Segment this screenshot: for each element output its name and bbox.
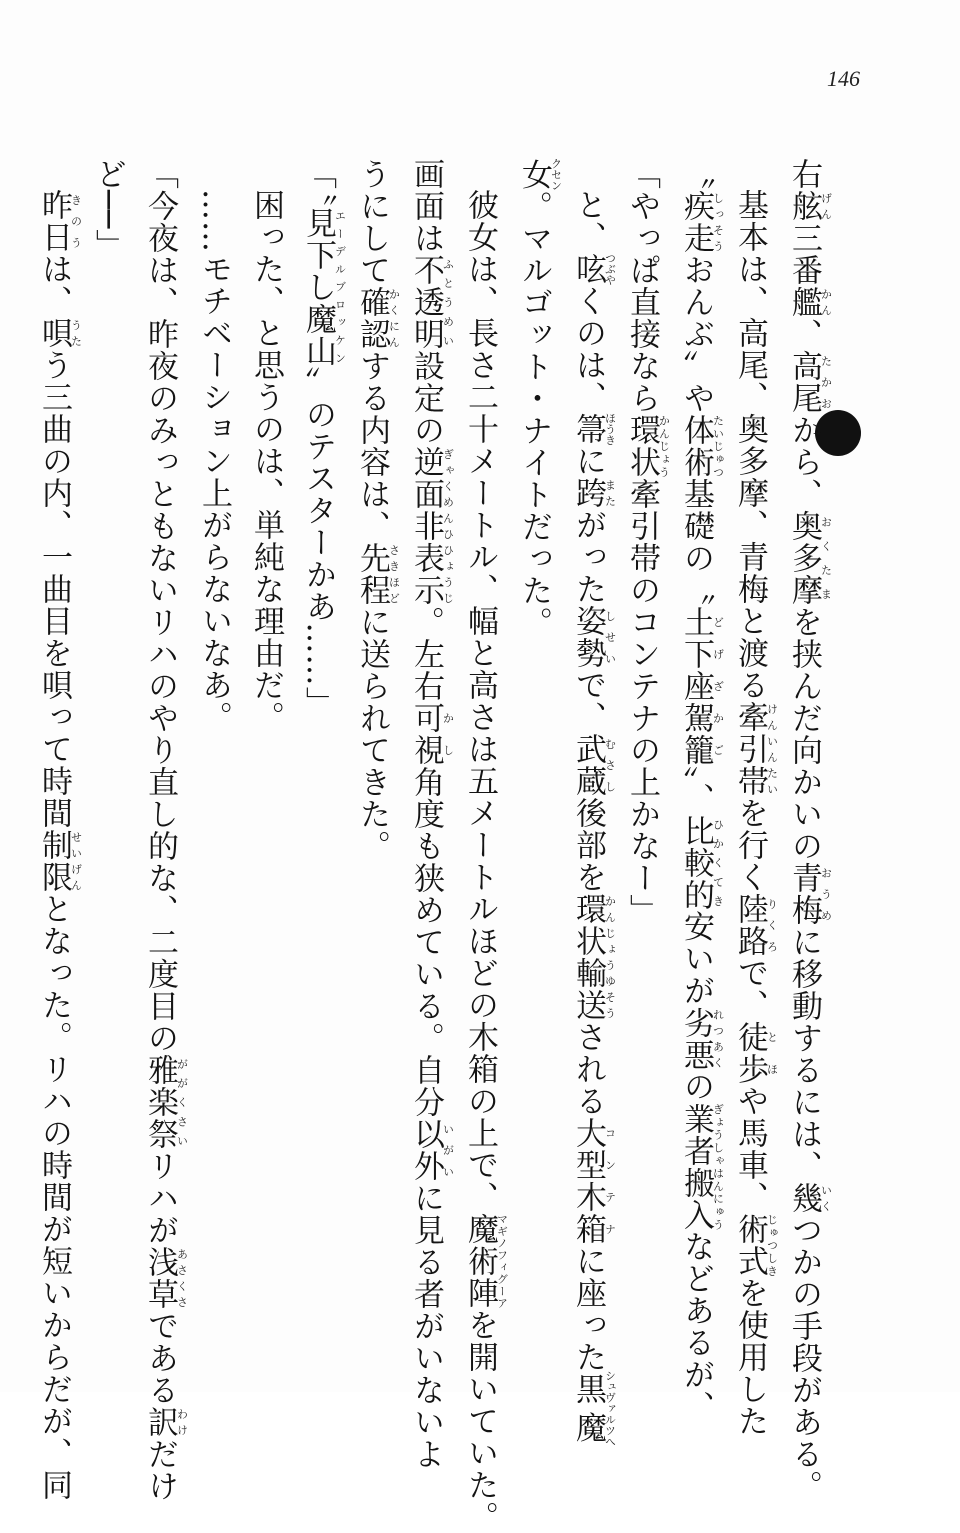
ruby-word — [142, 1406, 189, 1438]
ruby-word — [786, 190, 833, 222]
ruby-word — [408, 254, 455, 350]
ruby-base: 環状 — [624, 414, 660, 478]
furigana: わけ — [175, 1406, 189, 1438]
text-line — [188, 158, 240, 1328]
ruby-word — [678, 414, 725, 478]
furigana: おうめ — [819, 862, 833, 926]
text-line — [240, 158, 292, 1328]
furigana: いがい — [441, 1118, 455, 1182]
text-run: ……モチベーション上がらないなあ。 — [196, 189, 232, 733]
ruby-base: 艦 — [786, 286, 822, 318]
furigana: シュヴァルツへ — [603, 1369, 617, 1447]
ruby-base: 奥多摩 — [786, 510, 822, 606]
ruby-base: 逆面非表示 — [408, 446, 444, 606]
ruby-word — [570, 412, 617, 446]
text-run: う三曲の内、一曲目を唄って時間 — [36, 349, 72, 829]
furigana: ほうき — [603, 412, 617, 446]
text-run: つかの手段がある。 — [786, 1214, 822, 1502]
text-run: がった — [570, 509, 606, 605]
ruby-base: 体術 — [678, 414, 714, 478]
ruby-word — [570, 252, 617, 286]
ruby-word — [732, 1213, 779, 1277]
text-run: は、 — [36, 253, 72, 317]
ruby-base: 昨日 — [36, 189, 72, 253]
text-run: 三番 — [786, 222, 822, 286]
text-run: ど──」 — [90, 158, 126, 262]
furigana: ぎょうしゃはんにゅう — [711, 1102, 725, 1231]
furigana: れつあく — [711, 1006, 725, 1071]
ruby-word — [678, 190, 725, 254]
ruby-word — [570, 733, 617, 797]
ruby-base: 環状輸送 — [570, 893, 606, 1021]
ruby-base: 訳 — [142, 1406, 178, 1438]
furigana: つぶや — [603, 252, 617, 286]
vertical-text-body — [28, 158, 833, 1533]
text-run: を開いていた。 — [462, 1309, 498, 1533]
text-run: 彼女は、長さ二十メートル、幅と高さは五メートルほどの木箱の上で、 — [462, 189, 498, 1213]
ruby-base: 呟 — [570, 252, 606, 286]
ruby-base: 女 — [516, 158, 552, 191]
ruby-word — [786, 510, 833, 606]
text-run: 牽引帯のコンテナの上かなー」 — [624, 478, 660, 926]
ruby-word — [408, 446, 455, 606]
furigana: ひかくてき — [711, 814, 725, 911]
ruby-base: 見下し魔山 — [300, 206, 336, 367]
ruby-base: 高尾 — [786, 350, 822, 414]
text-run: 基本は、高尾、奥多摩、青梅と渡る — [732, 189, 768, 701]
furigana: せいげん — [69, 829, 83, 893]
ruby-base: 浅草 — [142, 1246, 178, 1310]
text-line — [454, 158, 509, 1533]
furigana: クセン — [549, 158, 563, 191]
ruby-base: 以外 — [408, 1118, 444, 1182]
furigana: しせい — [603, 605, 617, 669]
furigana: かんじょう — [657, 414, 671, 478]
text-run: 角度も狭めている。自分 — [408, 766, 444, 1118]
text-run: 「今夜は、昨夜のみっともないリハのやり直し的な、二度目の — [142, 158, 178, 1054]
ruby-word — [678, 606, 725, 766]
ruby-base: 土下座駕籠 — [678, 606, 714, 766]
text-line — [134, 158, 189, 1502]
text-run: くのは、 — [570, 285, 606, 413]
ruby-base: 陸路 — [732, 893, 768, 957]
ruby-word — [142, 1054, 189, 1150]
ruby-word — [732, 1021, 779, 1085]
ruby-base: 業者搬入 — [678, 1102, 714, 1231]
ruby-base: 唄 — [36, 317, 72, 349]
furigana: りくろ — [765, 893, 779, 957]
furigana: ふとうめい — [441, 254, 455, 350]
furigana: あさくさ — [175, 1246, 189, 1310]
ruby-word — [36, 189, 83, 253]
text-run: 〟、 — [678, 766, 714, 815]
text-run: と、 — [570, 189, 606, 253]
text-run: 安いが — [678, 910, 714, 1007]
text-line — [346, 158, 400, 1328]
text-run: を使用した — [732, 1277, 768, 1437]
ruby-base: 劣悪 — [678, 1006, 714, 1071]
text-run: 「やっぱ直接なら — [624, 158, 660, 414]
text-run: される — [570, 1021, 606, 1117]
text-line — [508, 158, 562, 1328]
ruby-word — [354, 286, 401, 350]
ruby-word — [408, 702, 455, 766]
text-run: 困った、と思うのは、単純な理由だ。 — [248, 189, 284, 733]
ruby-word — [142, 1246, 189, 1310]
text-line — [616, 158, 670, 1328]
ruby-base: 箒 — [570, 412, 606, 446]
ruby-base: 可視 — [408, 702, 444, 766]
text-line — [82, 158, 134, 1328]
furigana: おくたま — [819, 510, 833, 606]
ruby-word — [786, 286, 833, 318]
ruby-base: 幾 — [786, 1182, 822, 1214]
ruby-word — [570, 605, 617, 669]
text-run: である — [142, 1310, 178, 1406]
text-run: 画面は — [408, 158, 444, 254]
text-run: に送られてきた。 — [354, 606, 390, 862]
text-line — [778, 158, 833, 1502]
text-run: 、 — [786, 318, 822, 350]
text-run: や馬車、 — [732, 1085, 768, 1213]
text-run: に座った — [570, 1245, 606, 1373]
furigana: かくにん — [387, 286, 401, 350]
ruby-base: 疾走 — [678, 190, 714, 254]
furigana: かん — [819, 286, 833, 318]
ruby-word — [624, 414, 671, 478]
ruby-base: 跨 — [570, 477, 606, 509]
text-run: 。マルゴット・ナイトだった。 — [516, 190, 552, 639]
furigana: さきほど — [387, 542, 401, 606]
ruby-base: 比較的 — [678, 814, 714, 911]
furigana: マギノフィグーア — [495, 1213, 509, 1309]
text-line — [400, 158, 455, 1470]
furigana: とほ — [765, 1021, 779, 1085]
text-run: などあるが、 — [678, 1230, 714, 1423]
furigana: ぎゃくめんひひょうじ — [441, 446, 455, 606]
text-line — [562, 158, 617, 1447]
ruby-word — [354, 542, 401, 606]
ruby-base: 魔術陣 — [462, 1213, 498, 1309]
ruby-word — [408, 1118, 455, 1182]
ruby-base: 不透明 — [408, 254, 444, 350]
text-run: おんぶ〟や — [678, 254, 714, 414]
ruby-word — [786, 1182, 833, 1214]
ruby-base: 青梅 — [786, 862, 822, 926]
ruby-word — [36, 317, 83, 349]
ruby-base: 大型木箱 — [570, 1117, 606, 1245]
ruby-word — [678, 814, 725, 911]
ruby-base: 牽引帯 — [732, 701, 768, 797]
text-run: 。左右 — [408, 606, 444, 702]
text-run: を行く — [732, 797, 768, 893]
ruby-word — [570, 1117, 617, 1245]
text-run: を挟んだ向かいの — [786, 606, 822, 862]
ruby-base: 制限 — [36, 829, 72, 893]
text-line — [292, 158, 346, 1328]
furigana: かんじょうゆそう — [603, 893, 617, 1021]
ruby-word — [300, 206, 347, 367]
furigana: かし — [441, 702, 455, 766]
furigana: むさし — [603, 733, 617, 797]
text-run: 後部を — [570, 797, 606, 893]
furigana: エーデルブロッケン — [333, 206, 347, 367]
ruby-base: 姿勢 — [570, 605, 606, 669]
ruby-word — [570, 477, 617, 509]
ruby-word — [516, 158, 563, 191]
ruby-base: 徒歩 — [732, 1021, 768, 1085]
ruby-word — [732, 701, 779, 797]
furigana: コンテナ — [603, 1117, 617, 1245]
text-line — [724, 158, 779, 1437]
text-run: 〟のテスターかあ……」 — [300, 366, 336, 719]
ruby-base: 武蔵 — [570, 733, 606, 797]
text-run: に — [570, 445, 606, 477]
furigana: また — [603, 477, 617, 509]
furigana: うた — [69, 317, 83, 349]
furigana: どげざかご — [711, 606, 725, 766]
ruby-word — [570, 1369, 617, 1447]
text-run: 「〝 — [300, 158, 336, 207]
furigana: ががくさい — [175, 1054, 189, 1150]
ruby-word — [786, 350, 833, 414]
ruby-word — [36, 829, 83, 893]
ruby-base: 舷 — [786, 190, 822, 222]
furigana: けんいんたい — [765, 701, 779, 797]
ruby-base: 先程 — [354, 542, 390, 606]
ruby-word — [732, 893, 779, 957]
ruby-base: 術式 — [732, 1213, 768, 1277]
text-run: リハが — [142, 1150, 178, 1246]
text-run: で、 — [732, 957, 768, 1021]
text-run: する内容は、 — [354, 350, 390, 542]
text-run: から、 — [786, 414, 822, 510]
furigana: たいじゅつ — [711, 414, 725, 478]
ruby-word — [570, 893, 617, 1021]
furigana: しっそう — [711, 190, 725, 254]
furigana: げん — [819, 190, 833, 222]
ruby-word — [462, 1213, 509, 1309]
ruby-word — [678, 1006, 725, 1071]
text-run: 右 — [786, 158, 822, 190]
ruby-base: 雅楽祭 — [142, 1054, 178, 1150]
text-run: で、 — [570, 669, 606, 733]
text-line — [670, 158, 725, 1423]
text-run: 基礎の〝 — [678, 478, 714, 606]
text-run: となった。リハの時間が短いからだが、同 — [36, 893, 72, 1501]
ruby-word — [786, 862, 833, 926]
furigana: じゅつしき — [765, 1213, 779, 1277]
text-run: に見る者がいないよ — [408, 1182, 444, 1470]
ruby-word — [678, 1102, 725, 1231]
text-run: 設定の — [408, 350, 444, 446]
furigana: たかお — [819, 350, 833, 414]
text-run: の — [678, 1070, 714, 1103]
page-number: 146 — [827, 66, 860, 91]
text-run: うにして — [354, 158, 390, 286]
text-run: に移動するには、 — [786, 926, 822, 1182]
ruby-base: 黒魔 — [570, 1369, 606, 1447]
ruby-base: 確認 — [354, 286, 390, 350]
text-line — [28, 158, 83, 1501]
furigana: きのう — [69, 189, 83, 253]
text-run: だけ — [142, 1438, 178, 1502]
text-run: 〝 — [678, 158, 714, 190]
furigana: いく — [819, 1182, 833, 1214]
